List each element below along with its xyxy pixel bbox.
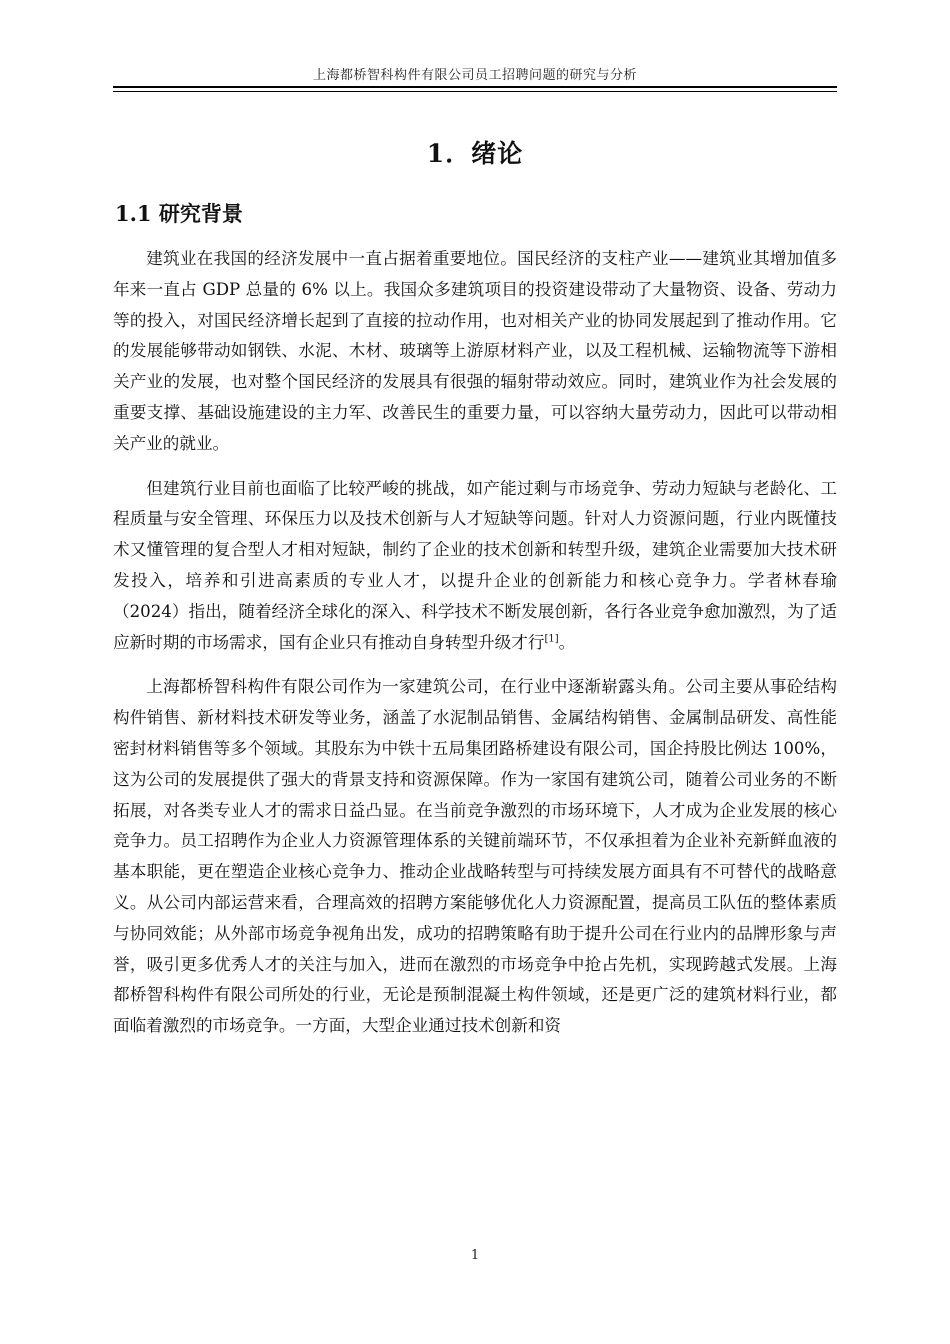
header-rule-thick	[113, 86, 837, 88]
running-header: 上海都桥智科构件有限公司员工招聘问题的研究与分析	[312, 68, 637, 83]
chapter-title: 1．绪论	[426, 139, 524, 168]
header-rule-thin	[113, 91, 837, 92]
citation-marker: [1]	[544, 633, 559, 645]
paragraph: 建筑业在我国的经济发展中一直占据着重要地位。国民经济的支柱产业——建筑业其增加值多年来一直占 GDP 总量的 6% 以上。我国众多建筑项目的投资建设带动了大量物资、设备、劳动力等的投入，对国民经济增长起到了直接的拉动作用，也对相关产业的协同发展起到了推动作用。它的发展能够带动如钢铁、水泥、木材、玻璃等上游原材料产业，以及工程机械、运输物流等下游相关产业的发展，也对整个国民经济的发展具有很强的辐射带动效应。同时，建筑业作为社会发展的重要支撑、基础设施建设的主力军、改善民生的重要力量，可以容纳大量劳动力，因此可以带动相关产业的就业。	[113, 249, 837, 453]
section-title: 1.1 研究背景	[115, 201, 243, 226]
paragraph-tail: 。	[558, 632, 576, 652]
paragraph	[113, 474, 837, 659]
paragraph-text: 但建筑行业目前也面临了比较严峻的挑战，如产能过剩与市场竞争、劳动力短缺与老龄化、工程质量与安全管理、环保压力以及技术创新与人才短缺等问题。针对人力资源问题，行业内既懂技术又懂管理的复合型人才相对短缺，制约了企业的技术创新和转型升级，建筑企业需要加大技术研发投入，培养和引进高素质的专业人才，以提升企业的创新能力和核心竞争力。学者林春瑜（2024）指出，随着经济全球化的深入、科学技术不断发展创新，各行各业竞争愈加激烈，为了适应新时期的市场需求，国有企业只有推动自身转型升级才行	[113, 478, 837, 652]
page-number: 1	[470, 1248, 480, 1263]
body-text	[113, 244, 837, 1056]
paragraph: 上海都桥智科构件有限公司作为一家建筑公司，在行业中逐渐崭露头角。公司主要从事砼结构构件销售、新材料技术研发等业务，涵盖了水泥制品销售、金属结构销售、金属制品研发、高性能密封材料销售等多个领域。其股东为中铁十五局集团路桥建设有限公司，国企持股比例达 100%，这为公司的发展提供了强大的背景支持和资源保障。作为一家国有建筑公司，随着公司业务的不断拓展，对各类专业人才的需求日益凸显。在当前竞争激烈的市场环境下，人才成为企业发展的核心竞争力。员工招聘作为企业人力资源管理体系的关键前端环节，不仅承担着为企业补充新鲜血液的基本职能，更在塑造企业核心竞争力、推动企业战略转型与可持续发展方面具有不可替代的战略意义。从公司内部运营来看，合理高效的招聘方案能够优化人力资源配置，提高员工队伍的整体素质与协同效能；从外部市场竞争视角出发，成功的招聘策略有助于提升公司在行业内的品牌形象与声誉，吸引更多优秀人才的关注与加入，进而在激烈的市场竞争中抢占先机，实现跨越式发展。上海都桥智科构件有限公司所处的行业，无论是预制混凝土构件领域，还是更广泛的建筑材料行业，都面临着激烈的市场竞争。一方面，大型企业通过技术创新和资	[113, 677, 837, 1036]
